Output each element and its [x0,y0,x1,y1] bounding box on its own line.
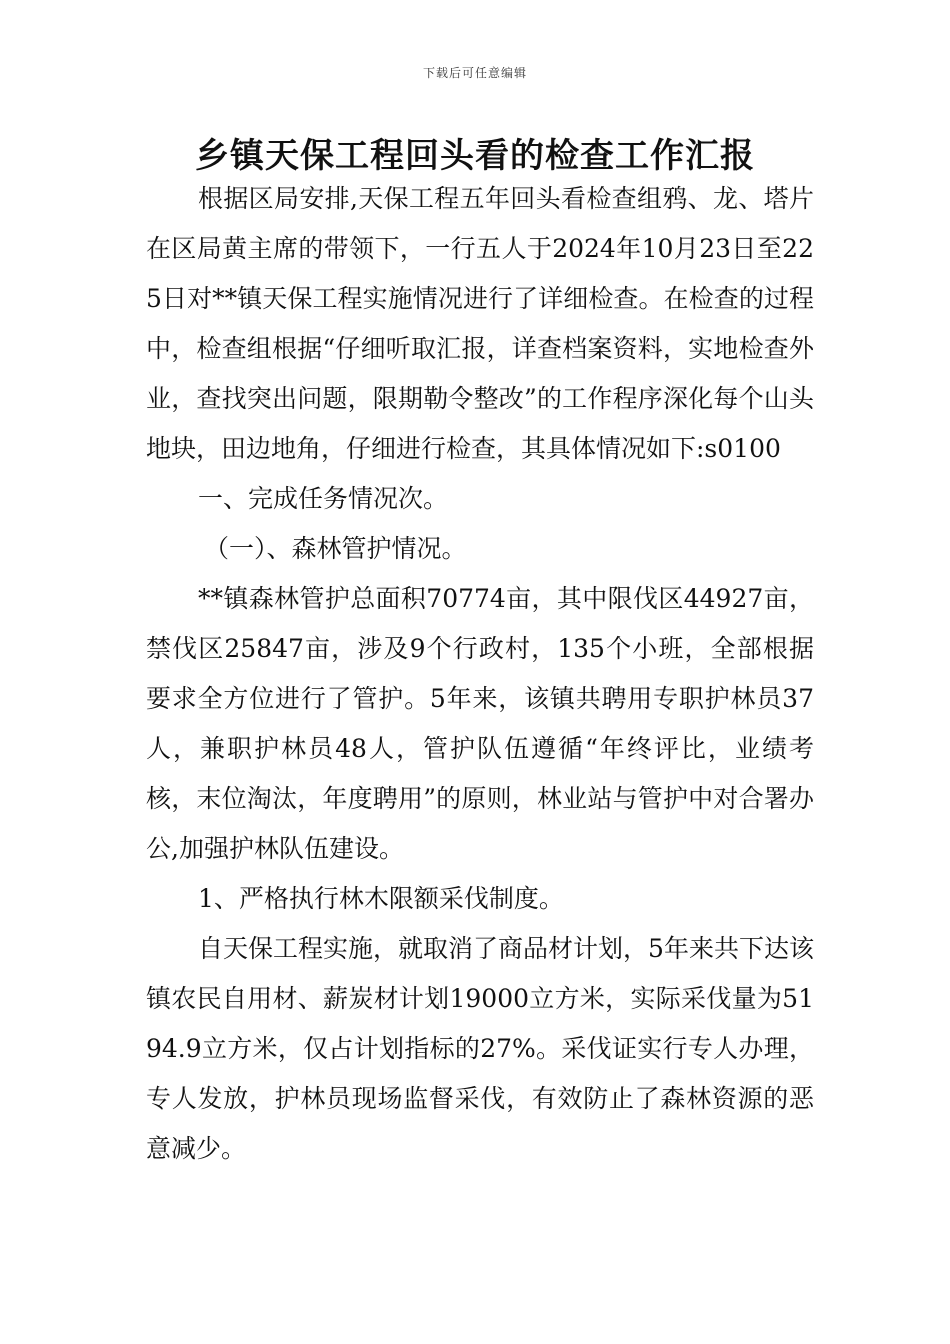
subsection-heading-forest-protection: （一）、森林管护情况。 [204,534,467,563]
header-note: 下载后可任意编辑 [422,66,527,80]
document-body [146,174,814,1174]
document-title: 乡镇天保工程回头看的检查工作汇报 [195,136,755,176]
item-heading-logging-quota: 1、严格执行林木限额采伐制度。 [198,884,564,913]
paragraph-logging-quota: 自天保工程实施，就取消了商品材计划，5年来共下达该镇农民自用材、薪炭材计划19000立方米，实际采伐量为5194.9立方米，仅占计划指标的27%。采伐证实行专人办理，专人发放，护林员现场监督采伐，有效防止了森林资源的恶意减少。 [146,934,814,1163]
paragraph-intro: 根据区局安排,天保工程五年回头看检查组鸦、龙、塔片在区局黄主席的带领下，一行五人于2024年10月23日至225日对**镇天保工程实施情况进行了详细检查。在检查的过程中，检查组根据“仔细听取汇报，详查档案资料，实地检查外业，查找突出问题，限期勒令整改”的工作程序深化每个山头地块，田边地角，仔细进行检查，其具体情况如下:s0100 [146,184,814,463]
paragraph-forest-protection: **镇森林管护总面积70774亩，其中限伐区44927亩，禁伐区25847亩，涉及9个行政村，135个小班，全部根据要求全方位进行了管护。5年来，该镇共聘用专职护林员37人，兼职护林员48人，管护队伍遵循“年终评比，业绩考核，末位淘汰，年度聘用”的原则，林业站与管护中对合署办公,加强护林队伍建设。 [146,584,814,863]
section-heading-1: 一、完成任务情况次。 [198,484,449,513]
